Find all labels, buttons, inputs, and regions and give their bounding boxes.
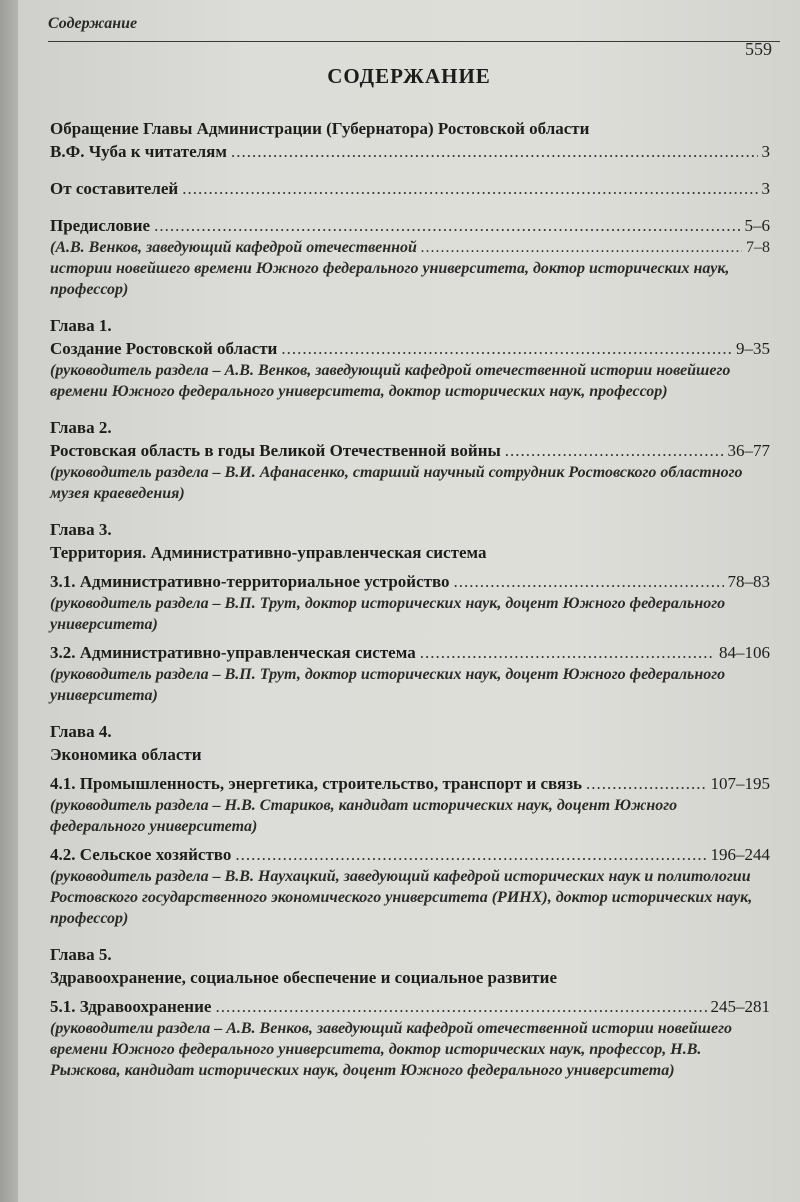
entry-line (50, 439, 770, 462)
entry-pages: 78–83 (727, 572, 770, 591)
entry-line (50, 570, 770, 593)
entry-title-line: Обращение Главы Администрации (Губернатора) Ростовской области (50, 119, 590, 138)
author-note: (руководитель раздела – В.П. Трут, доктор исторических наук, доцент Южного федерального университета) (50, 666, 726, 704)
entry-line (50, 337, 770, 360)
author-line (50, 237, 770, 258)
dot-leader (454, 570, 724, 593)
entry-title: 3.2. Административно-управленческая система (50, 643, 416, 662)
entry-pages: 245–281 (710, 997, 770, 1016)
page-number: 559 (745, 39, 772, 59)
author-note: (руководитель раздела – А.В. Венков, заведующий кафедрой отечественной истории новейшего времени Южного федерального университета, доктор исторических наук, профессор) (50, 362, 731, 400)
entry-line (50, 641, 770, 664)
entry-line (50, 140, 770, 163)
entry-title: 4.1. Промышленность, энергетика, строительство, транспорт и связь (50, 774, 583, 793)
dot-leader (235, 843, 706, 866)
author-note: (руководитель раздела – В.П. Трут, доктор исторических наук, доцент Южного федерального университета) (50, 595, 726, 633)
chapter-label: Глава 5. (50, 945, 112, 964)
chapter-label: Глава 3. (50, 520, 112, 539)
entry-line (50, 214, 770, 237)
toc-entry-chapter-3 (50, 518, 770, 706)
chapter-title: Экономика области (50, 745, 202, 764)
author-note: истории новейшего времени Южного федерального университета, доктор исторических наук, профессор) (50, 260, 730, 298)
chapter-title: Территория. Административно-управленческая система (50, 543, 487, 562)
entry-title: Ростовская область в годы Великой Отечественной войны (50, 441, 501, 460)
section-5-1 (50, 995, 770, 1081)
entry-pages: 196–244 (710, 845, 770, 864)
entry-pages: 7–8 (746, 239, 770, 256)
entry-line (50, 177, 770, 200)
dot-leader (505, 439, 724, 462)
running-head: Содержание (48, 15, 138, 32)
entry-pages: 3 (761, 142, 770, 161)
toc-entry-compilers (50, 177, 770, 200)
entry-title: Предисловие (50, 216, 151, 235)
dot-leader (154, 214, 740, 237)
dot-leader (231, 140, 758, 163)
chapter-label: Глава 1. (50, 316, 112, 335)
section-3-2 (50, 641, 770, 706)
author-note: (руководитель раздела – В.И. Афанасенко, старший научный сотрудник Ростовского областного музея краеведения) (50, 464, 743, 502)
toc-entry-address (50, 117, 770, 163)
chapter-label: Глава 4. (50, 722, 112, 741)
author-note: (руководитель раздела – В.В. Наухацкий, заведующий кафедрой исторических наук и политологии Ростовского государственного экономического университета (РИНХ), доктор исторических наук, профессор) (50, 868, 753, 927)
toc-entry-chapter-1 (50, 314, 770, 402)
entry-pages: 3 (761, 179, 770, 198)
entry-line (50, 772, 770, 795)
header-rule (48, 41, 780, 42)
entry-pages: 107–195 (710, 774, 770, 793)
entry-pages: 84–106 (719, 643, 770, 662)
entry-title: Создание Ростовской области (50, 339, 278, 358)
dot-leader (281, 337, 732, 360)
entry-pages: 5–6 (744, 216, 770, 235)
dot-leader (215, 995, 706, 1018)
toc-title: СОДЕРЖАНИЕ (327, 64, 491, 88)
dot-leader (421, 237, 742, 258)
section-4-2 (50, 843, 770, 929)
entry-title: 3.1. Административно-территориальное устройство (50, 572, 450, 591)
toc-entry-chapter-2 (50, 416, 770, 504)
toc-entry-chapter-5 (50, 943, 770, 1081)
dot-leader (182, 177, 757, 200)
author-text: (А.В. Венков, заведующий кафедрой отечественной (50, 239, 417, 256)
entry-title: 5.1. Здравоохранение (50, 997, 212, 1016)
section-3-1 (50, 570, 770, 635)
author-note: (руководитель раздела – Н.В. Стариков, кандидат исторических наук, доцент Южного федерального университета) (50, 797, 678, 835)
toc-entry-preface (50, 214, 770, 300)
chapter-title: Здравоохранение, социальное обеспечение и социальное развитие (50, 968, 557, 987)
chapter-label: Глава 2. (50, 418, 112, 437)
toc-entry-chapter-4 (50, 720, 770, 929)
entry-title: В.Ф. Чуба к читателям (50, 142, 227, 161)
dot-leader (420, 641, 715, 664)
author-note: (руководители раздела – А.В. Венков, заведующий кафедрой отечественной истории новейшего времени Южного федерального университета, доктор исторических наук, профессор, Н.В. Рыжкова, кандидат исторических наук, доцент Южного федерального университета) (50, 1020, 732, 1079)
toc-entries (50, 117, 770, 1095)
entry-title: От составителей (50, 179, 179, 198)
section-4-1 (50, 772, 770, 837)
entry-title: 4.2. Сельское хозяйство (50, 845, 232, 864)
entry-line (50, 995, 770, 1018)
book-spine-shadow (0, 0, 18, 1202)
entry-pages: 36–77 (727, 441, 770, 460)
entry-line (50, 843, 770, 866)
book-page (18, 0, 800, 1202)
dot-leader (586, 772, 706, 795)
entry-pages: 9–35 (736, 339, 770, 358)
